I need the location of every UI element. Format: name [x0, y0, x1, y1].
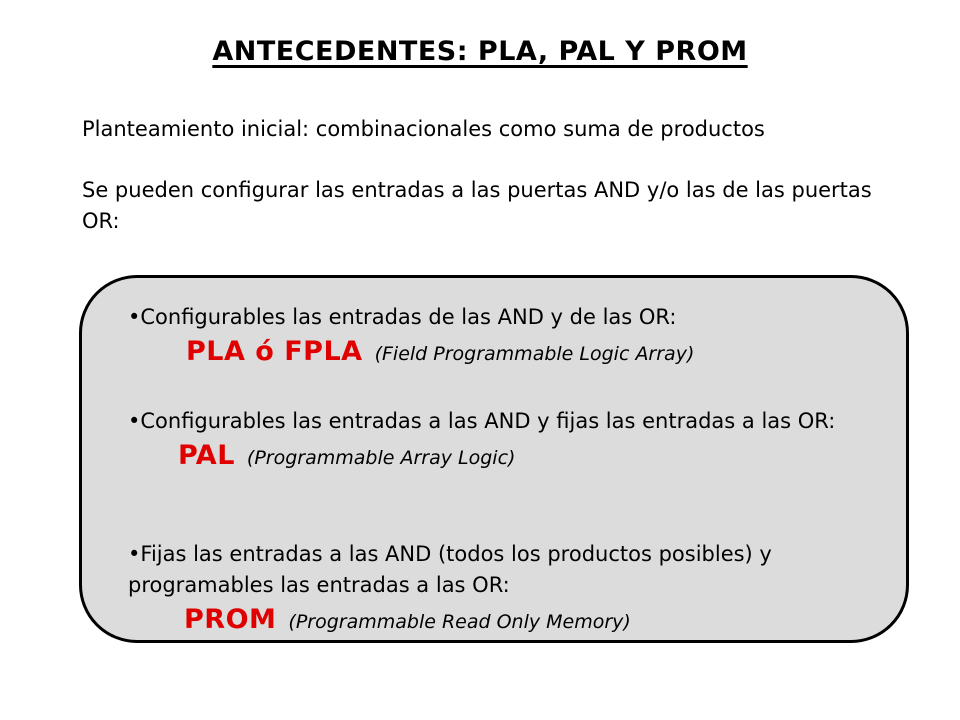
slide-title	[0, 36, 960, 67]
slide-title-text: ANTECEDENTES: PLA, PAL Y PROM	[212, 36, 748, 67]
acronym-prom: PROM	[184, 604, 277, 635]
bullet-text-pla: •Configurables las entradas de las AND y de las OR:	[128, 305, 677, 329]
bullet-text-pal: •Configurables las entradas a las AND y fijas las entradas a las OR:	[128, 409, 836, 433]
bullet-text-prom: •Fijas las entradas a las AND (todos los productos posibles) y programables las entradas a las OR:	[128, 542, 772, 597]
intro-line-1: Planteamiento inicial: combinacionales como suma de productos	[82, 117, 765, 141]
bullet-item-prom	[128, 539, 888, 641]
acronym-line-pal	[128, 437, 888, 477]
acronym-pla: PLA ó FPLA	[186, 336, 363, 367]
bullet-item-pal	[128, 406, 888, 477]
acronym-line-pla	[128, 333, 888, 373]
acronym-line-prom	[128, 601, 888, 641]
intro-line-2: Se pueden configurar las entradas a las puertas AND y/o las de las puertas OR:	[82, 178, 872, 233]
acronym-pal: PAL	[178, 440, 235, 471]
bullet-item-pla	[128, 302, 888, 373]
expansion-pla: (Field Programmable Logic Array)	[374, 343, 695, 365]
expansion-pal: (Programmable Array Logic)	[246, 447, 516, 469]
expansion-prom: (Programmable Read Only Memory)	[288, 611, 631, 633]
